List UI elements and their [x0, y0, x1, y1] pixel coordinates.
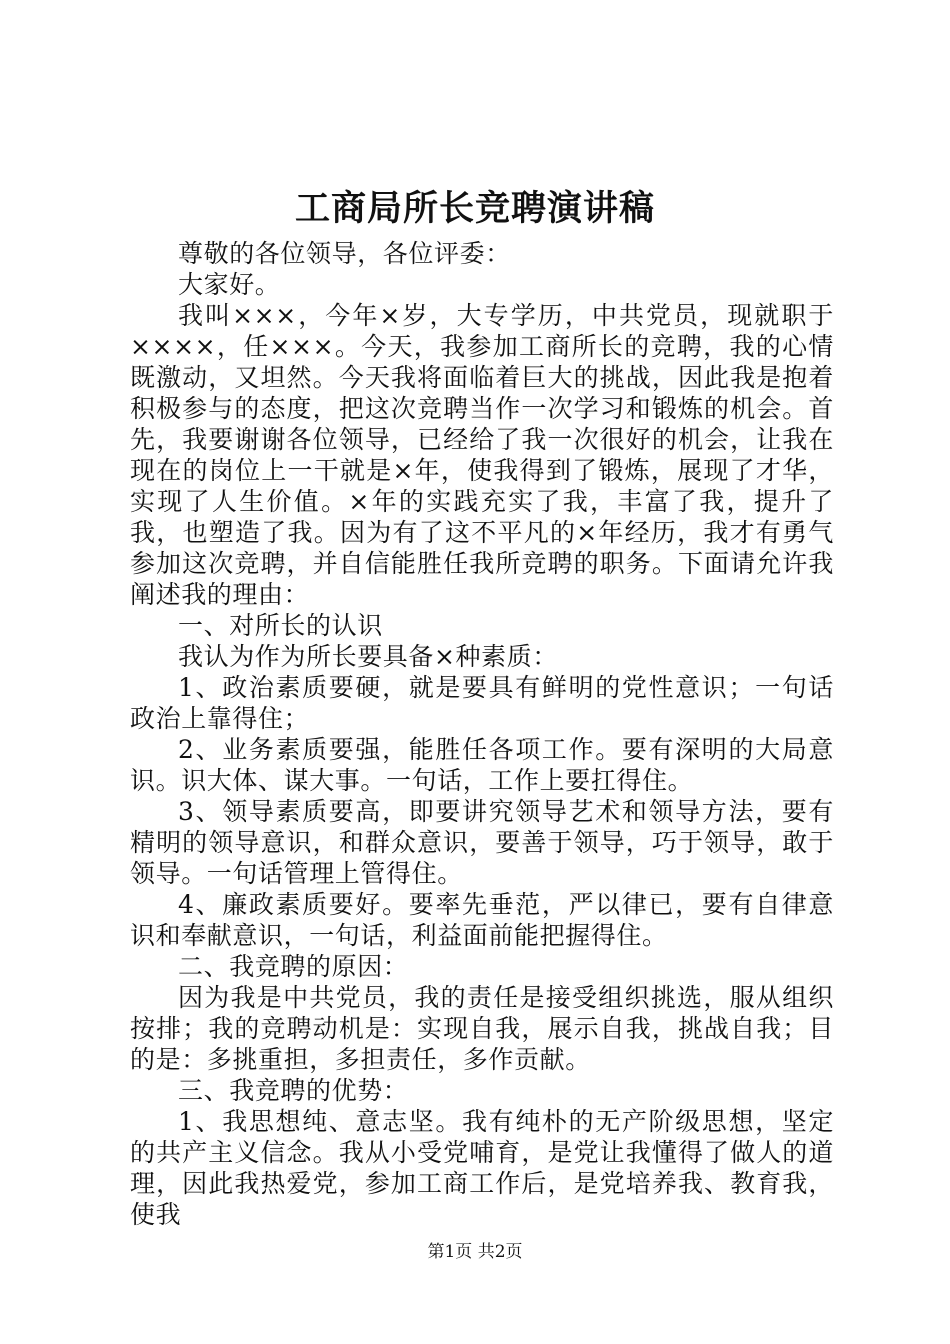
- list-item-advantage-1: 1、我思想纯、意志坚。我有纯朴的无产阶级思想，坚定的共产主义信念。我从小受党哺育，是党让我懂得了做人的道理，因此我热爱党，参加工商工作后，是党培养我、教育我，使我: [130, 1107, 834, 1229]
- list-item-political: 1、政治素质要硬，就是要具有鲜明的党性意识；一句话政治上靠得住；: [130, 673, 834, 733]
- paragraph-introduction: 我叫×××，今年×岁，大专学历，中共党员，现就职于××××，任×××。今天，我参加工商所长的竞聘，我的心情既激动，又坦然。今天我将面临着巨大的挑战，因此我是抱着积极参与的态度，把这次竞聘当作一次学习和锻炼的机会。首先，我要谢谢各位领导，已经给了我一次很好的机会，让我在现在的岗位上一干就是×年，使我得到了锻炼，展现了才华，实现了人生价值。×年的实践充实了我，丰富了我，提升了我，也塑造了我。因为有了这不平凡的×年经历，我才有勇气参加这次竞聘，并自信能胜任我所竞聘的职务。下面请允许我阐述我的理由：: [130, 301, 834, 609]
- list-item-professional: 2、业务素质要强，能胜任各项工作。要有深明的大局意识。识大体、谋大事。一句话，工作上要扛得住。: [130, 735, 834, 795]
- list-item-leadership: 3、领导素质要高，即要讲究领导艺术和领导方法，要有精明的领导意识，和群众意识，要善于领导，巧于领导，敢于领导。一句话管理上管得住。: [130, 797, 834, 888]
- section-heading-reasons: 二、我竞聘的原因：: [178, 952, 409, 981]
- section-heading-understanding: 一、对所长的认识: [178, 611, 383, 640]
- paragraph-qualities-intro: 我认为作为所长要具备×种素质：: [178, 642, 558, 671]
- paragraph-reasons: 因为我是中共党员，我的责任是接受组织挑选，服从组织按排；我的竞聘动机是：实现自我，展示自我，挑战自我；目的是：多挑重担，多担责任，多作贡献。: [130, 983, 834, 1074]
- page-footer: 第1页 共2页: [427, 1242, 523, 1262]
- document-title: 工商局所长竞聘演讲稿: [294, 188, 655, 229]
- document-body: [130, 238, 834, 1230]
- section-heading-advantages: 三、我竞聘的优势：: [178, 1076, 409, 1105]
- paragraph-greeting: 大家好。: [178, 270, 281, 299]
- paragraph-salutation: 尊敬的各位领导，各位评委：: [178, 239, 511, 268]
- list-item-integrity: 4、廉政素质要好。要率先垂范，严以律已，要有自律意识和奉献意识，一句话，利益面前能把握得住。: [130, 890, 834, 950]
